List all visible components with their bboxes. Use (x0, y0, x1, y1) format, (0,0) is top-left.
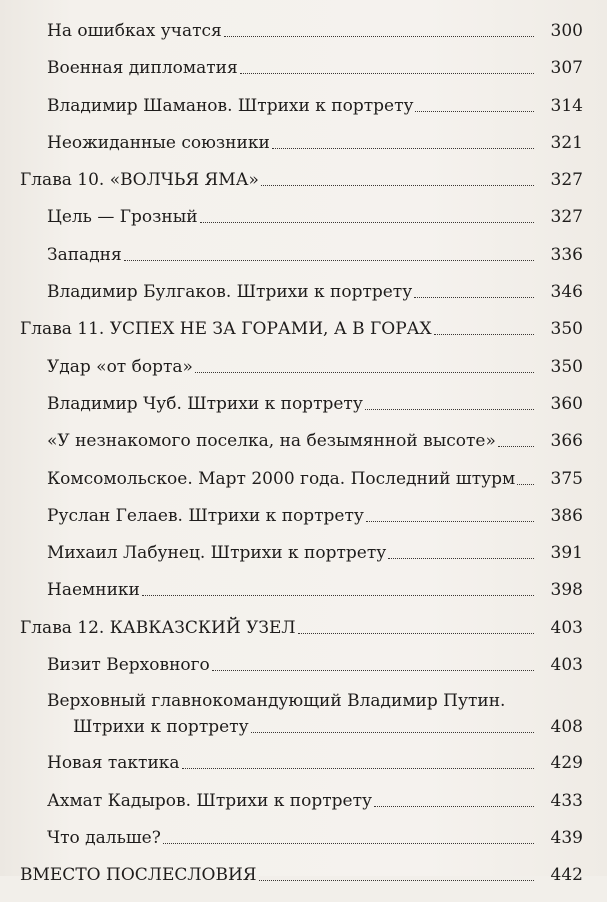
dot-leader (163, 843, 534, 844)
dot-leader (200, 222, 534, 223)
toc-entry-title: Комсомольское. Март 2000 года. Последний штурм (47, 468, 516, 489)
toc-page-number: 314 (550, 95, 583, 116)
toc-page-number: 360 (550, 393, 583, 414)
dot-leader (415, 111, 534, 112)
toc-entry-title: Цель — Грозный (47, 207, 198, 228)
toc-entry-title: Западня (47, 244, 122, 265)
toc-page-number: 366 (550, 431, 583, 452)
table-of-contents (0, 20, 607, 902)
toc-section-entry (0, 356, 607, 378)
toc-page-number: 321 (550, 132, 583, 153)
toc-entry-line2 (47, 716, 607, 738)
dot-leader (142, 595, 534, 596)
toc-page-number: 327 (550, 207, 583, 228)
toc-page-number: 391 (550, 543, 583, 564)
toc-page-number: 350 (550, 356, 583, 377)
toc-entry-title: Военная дипломатия (47, 58, 238, 79)
toc-entry-title: ВМЕСТО ПОСЛЕСЛОВИЯ (20, 865, 257, 886)
dot-leader (240, 73, 534, 74)
toc-section-entry (0, 752, 607, 774)
toc-section-entry (0, 790, 607, 812)
dot-leader (195, 372, 534, 373)
toc-entry-title: Глава 12. КАВКАЗСКИЙ УЗЕЛ (20, 617, 296, 638)
toc-page-number: 403 (550, 655, 583, 676)
toc-entry-title: Что дальше? (47, 827, 161, 848)
toc-entry-title: Владимир Шаманов. Штрихи к портрету (47, 95, 414, 116)
toc-section-entry (0, 430, 607, 452)
toc-section-entry (0, 542, 607, 564)
toc-page-number: 398 (550, 580, 583, 601)
toc-page-number: 350 (550, 319, 583, 340)
dot-leader (298, 633, 534, 634)
toc-page-number: 439 (550, 827, 583, 848)
toc-section-entry (0, 206, 607, 228)
toc-section-entry (0, 505, 607, 527)
toc-section-entry (0, 20, 607, 42)
dot-leader (366, 521, 534, 522)
toc-page-number: 429 (550, 753, 583, 774)
toc-entry-title: «У незнакомого поселка, на безымянной высоте» (47, 431, 496, 452)
toc-page-number: 403 (550, 617, 583, 638)
dot-leader (212, 670, 534, 671)
dot-leader (414, 297, 534, 298)
toc-page-number: 307 (550, 58, 583, 79)
dot-leader (374, 806, 534, 807)
toc-page-number: 442 (550, 865, 583, 886)
toc-page-number: 386 (550, 505, 583, 526)
dot-leader (124, 260, 534, 261)
toc-page-number: 346 (550, 282, 583, 303)
toc-entry-multiline (0, 690, 607, 738)
toc-entry-title: Михаил Лабунец. Штрихи к портрету (47, 543, 387, 564)
toc-entry-title: Новая тактика (47, 753, 180, 774)
toc-section-entry (0, 827, 607, 849)
dot-leader (388, 558, 534, 559)
toc-section-entry (0, 579, 607, 601)
toc-entry-title: Владимир Чуб. Штрихи к портрету (47, 393, 363, 414)
dot-leader (517, 484, 534, 485)
toc-chapter-entry (0, 169, 607, 191)
toc-page-number: 327 (550, 170, 583, 191)
toc-entry-title: Наемники (47, 580, 140, 601)
toc-entry-title: На ошибках учатся (47, 21, 222, 41)
dot-leader (251, 732, 534, 733)
toc-section-entry (0, 95, 607, 117)
toc-entry-title: Руслан Гелаев. Штрихи к портрету (47, 505, 364, 526)
toc-section-entry (0, 468, 607, 490)
toc-entry-title-continued: Штрихи к портрету (73, 717, 249, 738)
dot-leader (259, 880, 534, 881)
dot-leader (498, 446, 534, 447)
toc-entry-title: Удар «от борта» (47, 356, 193, 377)
toc-section-entry (0, 281, 607, 303)
toc-page-number: 433 (550, 790, 583, 811)
toc-entry-title: Глава 11. УСПЕХ НЕ ЗА ГОРАМИ, А В ГОРАХ (20, 319, 432, 340)
toc-entry-title: Неожиданные союзники (47, 132, 270, 153)
toc-entry-title: Ахмат Кадыров. Штрихи к портрету (47, 790, 372, 811)
toc-section-entry (0, 244, 607, 266)
toc-chapter-entry (0, 617, 607, 639)
dot-leader (272, 148, 534, 149)
toc-section-entry (0, 132, 607, 154)
toc-entry-title: Верховный главнокомандующий Владимир Путин. (47, 691, 506, 712)
toc-entry-title: Владимир Булгаков. Штрихи к портрету (47, 282, 413, 303)
toc-page-number: 336 (550, 244, 583, 265)
toc-page-number: 408 (550, 717, 583, 738)
dot-leader (261, 185, 534, 186)
toc-chapter-entry (0, 318, 607, 340)
toc-section-entry (0, 57, 607, 79)
toc-entry-title: Глава 10. «ВОЛЧЬЯ ЯМА» (20, 170, 259, 191)
dot-leader (182, 768, 534, 769)
dot-leader (434, 334, 534, 335)
toc-chapter-entry (0, 864, 607, 886)
toc-entry-title: Визит Верховного (47, 655, 210, 676)
toc-section-entry (0, 393, 607, 415)
toc-page-number: 375 (550, 468, 583, 489)
toc-page-number: 300 (550, 21, 583, 41)
dot-leader (365, 409, 534, 410)
dot-leader (224, 36, 534, 37)
toc-section-entry (0, 654, 607, 676)
